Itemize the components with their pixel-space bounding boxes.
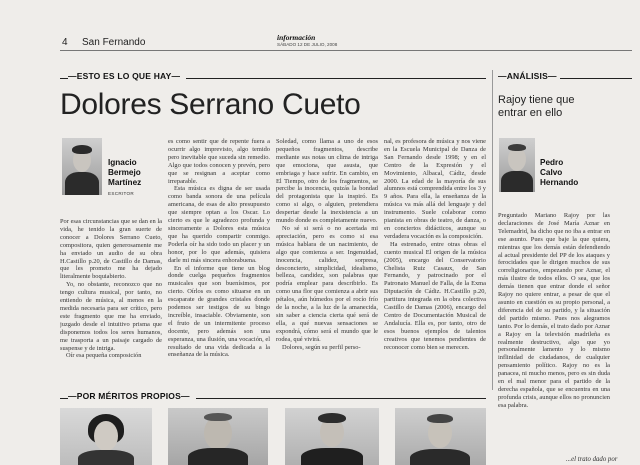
article-column-1 [60,218,162,380]
article-column-2 [168,138,270,380]
section-label-text: ESTO ES LO QUE HAY [76,71,172,81]
section-label: —ESTO ES LO QUE HAY— [68,71,181,81]
page-title: Dolores Serrano Cueto [60,88,361,121]
article-paragraph: nal, es profesora de música y nos viene en la Escuela Municipal de Danza de San Fernando desde 1998; y en el Centro de la Expresión y el Movimiento, Albacal, Cádiz, desde 2000. La edad de la mayoría de sus alumnos está comprendida entre los 3 y 9 años. Para ella, la enseñanza de la música va más allá del lenguaje y del instrumento. Suele colaborar como pianista en obras de teatro, de danza, o en conciertos didácticos, aunque su verdadera vocación es la composición. [384,138,486,240]
bottom-photo-3 [285,408,379,465]
author-name-line2: Bermejo [108,168,141,177]
author-photo [62,138,102,195]
section-label-rule-left [60,78,68,79]
sidebar-section-label: —ANÁLISIS— [498,71,557,81]
article-paragraph: Dolores, según su perfil perso- [282,343,361,351]
sidebar-label-rule [560,78,632,79]
section-name: San Fernando [82,37,146,48]
author-name [108,158,141,188]
bottom-section-label-text: POR MÉRITOS PROPIOS [76,391,181,401]
issue-date: SÁBADO 12 DE JULIO, 2008 [277,42,338,47]
bottom-photo-2 [168,408,268,465]
article-paragraph: Soledad, como llama a uno de esos pequeños fragmentos, describe mediante sus notas un clima de intriga que emociona, que asusta, que embriaga y hace sufrir. En cambio, en El Tiempo, otro de los fragmentos, se percibe la inocencia, quizás la bondad del protagonista que la inspiró. Es como si algo, o alguien, pretendiera despertar desde la inexistencia a un mundo donde es completamente nuevo. [276,138,378,225]
sidebar-author-name [540,158,578,188]
page-number: 4 [62,37,68,48]
article-paragraph: es como sentir que de repente fuera a ocurrir algo imprevisto, algo temido pero inevitable que suceda sin remedio. Algo que todos conocen y prevén, pero que se resignan a aceptar como irreparable. [168,138,270,185]
sidebar-headline [498,94,574,120]
author-name-line3: Martínez [108,178,142,187]
bottom-photo-4 [395,408,486,465]
author-name-line1: Ignacio [108,158,137,167]
author-role: ESCRITOR [108,191,135,196]
sidebar-author-line3: Hernando [540,178,579,187]
article-paragraph: Esta música es digna de ser usada como banda sonora de una película americana, de esas de alto presupuesto que siempre optan a los Oscar. Lo cierto es que le agradezco profunda y sinceramente a Dolores esta música que ha querido compartir conmigo. Poderla oír ha sido todo un placer y un honor, por lo que además, quisiera darle mi más sincera enhorabuena. [168,185,270,264]
section-label-rule-right [186,78,486,79]
bottom-section-label: —POR MÉRITOS PROPIOS— [68,391,190,401]
sidebar-column [498,212,610,456]
article-paragraph: No sé si será o no acertada mi apreciación, pero es como si esa música hablara de un nacimiento, de algo que comienza a ser. Ingenuidad, inocencia, calidez, sorpresa, desconcierto, simplicidad, idealismo, belleza, candidez, son palabras que podría emplear para describirlo. Es como una flor que comienza a abrir sus pétalos, aún húmedos por el rocío frío de la noche, a la luz de la amanecida, sin saber a ciencia cierta qué será de ella, a qué nuevas sensaciones se expondrá, cómo será el mundo que le rodea, qué vivirá. [276,224,378,343]
masthead-logo: información [277,33,316,42]
sidebar-headline-line1: Rajoy tiene que [498,94,575,106]
sidebar-author-line2: Calvo [540,168,563,177]
article-paragraph: En el informe que tiene un blog donde cuelga pequeños fragmentos musicales que son buenísimos, por cierto. Oírlos es como situarse en un escaparate de grandes cristales donde podemos ser testigos de su bingo increíble, insaciable. Obviamente, son el fruto de un intermitente proceso docente, pero además son una esperanza, una ilusión, una vocación, el resultado de una vida dedicada a la enseñanza de la música. [168,264,270,359]
sidebar-headline-line2: entrar en ello [498,107,563,119]
sidebar-section-label-text: ANÁLISIS [506,71,548,81]
article-paragraph: Oír esa pequeña composición [66,352,142,360]
header-rule [60,50,632,51]
article-paragraph: Yo, no obstante, reconozco que no tengo cultura musical, por tanto, no entiendo de música, al menos en la medida necesaria para ser crítico, pero este fragmento que me ha enviado, juzgado desde el intuitivo prisma que disponemos todos los seres humanos, me trasporta a un paisaje cargado de suspense y de intriga. [60,281,162,352]
sidebar-footer-text: el trato dado por [571,456,618,463]
article-paragraph: Por esas circunstancias que se dan en la vida, he tenido la gran suerte de conocer a Dolores Serrano Cueto, compositora, quien generosamente me ha enviado un audio de su obra H.Castillo p.20, de Castillo de Damas, que les prometo me ha dejado literalmente boquiabierto. [60,218,162,281]
article-column-3 [276,138,378,380]
sidebar-footer-fragment: ...el trato dado por [566,456,618,463]
bottom-photo-1 [60,408,152,465]
column-divider [492,70,493,390]
sidebar-paragraph: Preguntado Mariano Rajoy por las declaraciones de José María Aznar en Telemadrid, ha dicho que no iba a entrar en ese asunto. Pues que baje la que quiera, mientras que los demás están defendiendo al actual presidente del PP de los ataques y ferocidades que le dirigen muchos de sus correligionarios, empezando por Aznar, el más ilustre de todos ellos. O sea, que los demás tienen que entrar donde el señor Rajoy no quiere entrar, a pesar de que el asunto en cuestión es su propio personal, a diferencia del de su partido, y la situación del partido mismo. Pues nos alegramos tanto. Por lo demás, el trato dado por Aznar a Rajoy en la televisión madrileña es realmente destructivo, algo que yo personalmente lamento y lo mismo inflinidad de ciudadanos, de cualquier pensamiento político. Rajoy no es la panacea, ni mucho menos, pero es sin duda en el mal menor para el partido de la derecha española, que se encuentra en una profunda crisis, aunque ellos no pronuncien esa palabra. [498,212,610,409]
article-column-4 [384,138,486,380]
bottom-section-rule-left [60,398,68,399]
sidebar-author-photo [499,138,535,192]
bottom-section-rule-right [196,398,486,399]
article-paragraph: Ha estrenado, entre otras obras el cuento musical El origen de la música (2005), encargo del Conservatorio Chelista Ruiz Casaux, de San Fernando, y patrocinado por el Patronato Manuel de Falla, de la Exma Diputación de Cádiz. H.Castillo p.20, partitura integrada en la obra colectiva Castillo de Damas (2006), encargo del Centro de Documentación Musical de Andalucía. Ella es, por tanto, otro de esos buenos ejemplos de talentos creativos que tenemos pendientes de reconocer como bien se merecen. [384,240,486,351]
sidebar-author-line1: Pedro [540,158,564,167]
